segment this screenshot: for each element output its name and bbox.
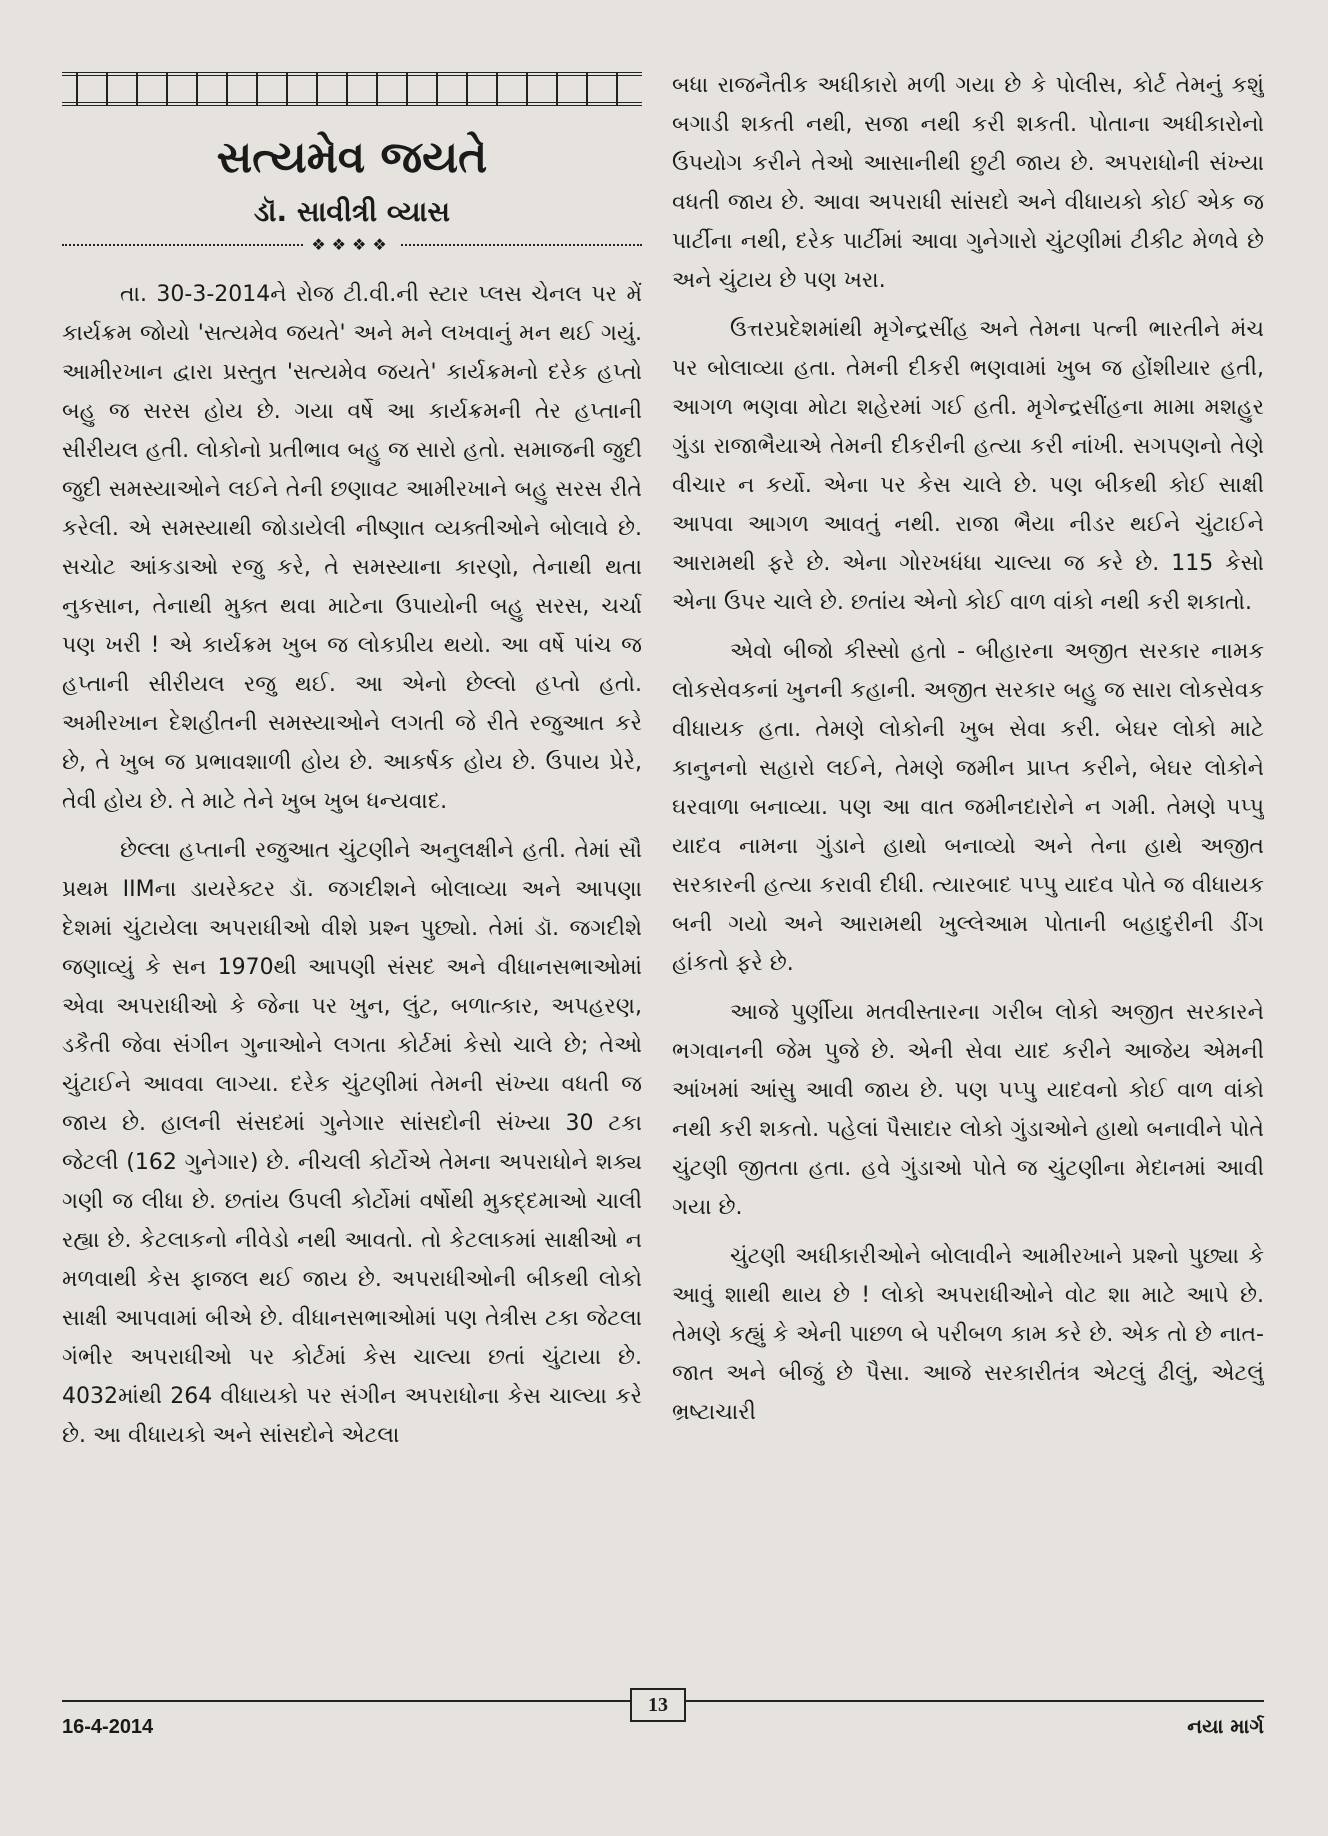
paragraph: આજે પુર્ણીયા મતવીસ્તારના ગરીબ લોકો અજીત સરકારને ભગવાનની જેમ પુજે છે. એની સેવા યાદ કરીને આજેય એમની આંખમાં આંસુ આવી જાય છે. પણ પપ્પુ યાદવનો કોઈ વાળ વાંકો નથી કરી શકતો. પહેલાં પૈસાદાર લોકો ગુંડાઓને હાથો બનાવીને પોતે ચુંટણી જીતતા હતા. હવે ગુંડાઓ પોતે જ ચુંટણીના મેદાનમાં આવી ગયા છે.: [672, 1000, 1264, 1220]
decorative-border: [62, 72, 642, 106]
article-title: સત્યમેવ જયતે: [216, 132, 488, 183]
left-column: [62, 70, 642, 1680]
paragraph: ચુંટણી અધીકારીઓને બોલાવીને આમીરખાને પ્રશ્નો પુછ્યા કે આવું શાથી થાય છે ! લોકો અપરાધીઓને વોટ શા માટે આપે છે. તેમણે કહ્યું કે એની પાછળ બે પરીબળ કામ કરે છે. એક તો છે નાત-જાત અને બીજું છે પૈસા. આજે સરકારીતંત્ર એટલું ઢીલું, એટલું ભ્રષ્ટાચારી: [672, 1244, 1264, 1425]
paragraph: બધા રાજનૈતીક અધીકારો મળી ગયા છે કે પોલીસ, કોર્ટ તેમનું કશું બગાડી શકતી નથી, સજા નથી કરી શકતી. પોતાના અધીકારોનો ઉપયોગ કરીને તેઓ આસાનીથી છુટી જાય છે. અપરાધોની સંખ્યા વધતી જાય છે. આવા અપરાધી સાંસદો અને વીધાયકો કોઈ એક જ પાર્ટીના નથી, દરેક પાર્ટીમાં આવા ગુનેગારો ચુંટણીમાં ટીકીટ મેળવે છે અને ચુંટાય છે પણ ખરા.: [672, 73, 1264, 293]
article-author: ડૉ. સાવીત્રી વ્યાસ: [253, 194, 451, 228]
page-footer: [62, 1694, 1264, 1742]
page-number: 13: [630, 1688, 686, 1722]
paragraph: છેલ્લા હપ્તાની રજુઆત ચુંટણીને અનુલક્ષીને હતી. તેમાં સૌ પ્રથમ IIMના ડાયરેક્ટર ડૉ. જગદીશને બોલાવ્યા અને આપણા દેશમાં ચુંટાયેલા અપરાધીઓ વીશે પ્રશ્ન પુછ્યો. તેમાં ડૉ. જગદીશે જણાવ્યું કે સન 1970થી આપણી સંસદ અને વીધાનસભાઓમાં એવા અપરાધીઓ કે જેના પર ખુન, લુંટ, બળાત્કાર, અપહરણ, ડકૈતી જેવા સંગીન ગુનાઓને લગતા કોર્ટમાં કેસો ચાલે છે; તેઓ ચુંટાઈને આવવા લાગ્યા. દરેક ચુંટણીમાં તેમની સંખ્યા વધતી જ જાય છે. હાલની સંસદમાં ગુનેગાર સાંસદોની સંખ્યા 30 ટકા જેટલી (162 ગુનેગાર) છે. નીચલી કોર્ટોએ તેમના અપરાધોને શક્ય ગણી જ લીધા છે. છતાંય ઉપલી કોર્ટોમાં વર્ષોથી મુકદ્દમાઓ ચાલી રહ્યા છે. કેટલાકનો નીવેડો નથી આવતો. તો કેટલાકમાં સાક્ષીઓ ન મળવાથી કેસ ફાજલ થઈ જાય છે. અપરાધીઓની બીકથી લોકો સાક્ષી આપવામાં બીએ છે. વીધાનસભાઓમાં પણ તેત્રીસ ટકા જેટલા ગંભીર અપરાધીઓ પર કોર્ટમાં કેસ ચાલ્યા છતાં ચુંટાયા છે. 4032માંથી 264 વીધાયકો પર સંગીન અપરાધોના કેસ ચાલ્યા કરે છે. આ વીધાયકો અને સાંસદોને એટલા: [62, 837, 642, 1448]
footer-date: 16-4-2014: [62, 1716, 154, 1738]
ornamental-divider: [62, 235, 642, 253]
paragraph: તા. 30-3-2014ને રોજ ટી.વી.ની સ્ટાર પ્લસ ચેનલ પર મેં કાર્યક્રમ જોયો 'સત્યમેવ જયતે' અને મને લખવાનું મન થઈ ગયું. આમીરખાન દ્વારા પ્રસ્તુત 'સત્યમેવ જયતે' કાર્યક્રમનો દરેક હપ્તો બહુ જ સરસ હોય છે. ગયા વર્ષે આ કાર્યક્રમની તેર હપ્તાની સીરીયલ હતી. લોકોનો પ્રતીભાવ બહુ જ સારો હતો. સમાજની જુદી જુદી સમસ્યાઓને લઈને તેની છણાવટ આમીરખાને બહુ સરસ રીતે કરેલી. એ સમસ્યાથી જોડાયેલી નીષ્ણાત વ્યક્તીઓને બોલાવે છે. સચોટ આંકડાઓ રજુ કરે, તે સમસ્યાના કારણો, તેનાથી થતા નુકસાન, તેનાથી મુક્ત થવા માટેના ઉપાયોની બહુ સરસ, ચર્ચા પણ ખરી ! એ કાર્યક્રમ ખુબ જ લોકપ્રીય થયો. આ વર્ષે પાંચ જ હપ્તાની સીરીયલ રજુ થઈ. આ એનો છેલ્લો હપ્તો હતો. અમીરખાન દેશહીતની સમસ્યાઓને લગતી જે રીતે રજુઆત કરે છે, તે ખુબ જ પ્રભાવશાળી હોય છે. આકર્ષક હોય છે. ઉપાય પ્રેરે, તેવી હોય છે. તે માટે તેને ખુબ ખુબ ધન્યવાદ.: [62, 281, 642, 814]
paragraph: ઉત્તરપ્રદેશમાંથી મૃગેન્દ્રસીંહ અને તેમના પત્ની ભારતીને મંચ પર બોલાવ્યા હતા. તેમની દીકરી ભણવામાં ખુબ જ હોંશીયાર હતી, આગળ ભણવા મોટા શહેરમાં ગઈ હતી. મૃગેન્દ્રસીંહના મામા મશહુર ગુંડા રાજાભૈયાએ તેમની દીકરીની હત્યા કરી નાંખી. સગપણનો તેણે વીચાર ન કર્યો. એના પર કેસ ચાલે છે. પણ બીકથી કોઈ સાક્ષી આપવા આગળ આવતું નથી. રાજા ભૈયા નીડર થઈને ચુંટાઈને આરામથી ફરે છે. એના ગોરખધંધા ચાલ્યા જ કરે છે. 115 કેસો એના ઉપર ચાલે છે. છતાંય એનો કોઈ વાળ વાંકો નથી કરી શકાતો.: [672, 317, 1264, 615]
right-column: [672, 66, 1264, 1676]
publication-name: નયા માર્ગ: [1187, 1714, 1264, 1738]
paragraph: એવો બીજો કીસ્સો હતો - બીહારના અજીત સરકાર નામક લોકસેવકનાં ખુનની કહાની. અજીત સરકાર બહુ જ સારા લોકસેવક વીધાયક હતા. તેમણે લોકોની ખુબ સેવા કરી. બેઘર લોકો માટે કાનુનનો સહારો લઈને, તેમણે જમીન પ્રાપ્ત કરીને, બેઘર લોકોને ઘરવાળા બનાવ્યા. પણ આ વાત જમીનદારોને ન ગમી. તેમણે પપ્પુ યાદવ નામના ગુંડાને હાથો બનાવ્યો અને તેના હાથે અજીત સરકારની હત્યા કરાવી દીધી. ત્યારબાદ પપ્પુ યાદવ પોતે જ વીધાયક બની ગયો અને આરામથી ખુલ્લેઆમ પોતાની બહાદુરીની ડીંગ હાંકતો ફરે છે.: [672, 639, 1264, 976]
divider-ornament: ❖❖❖❖: [303, 235, 400, 254]
